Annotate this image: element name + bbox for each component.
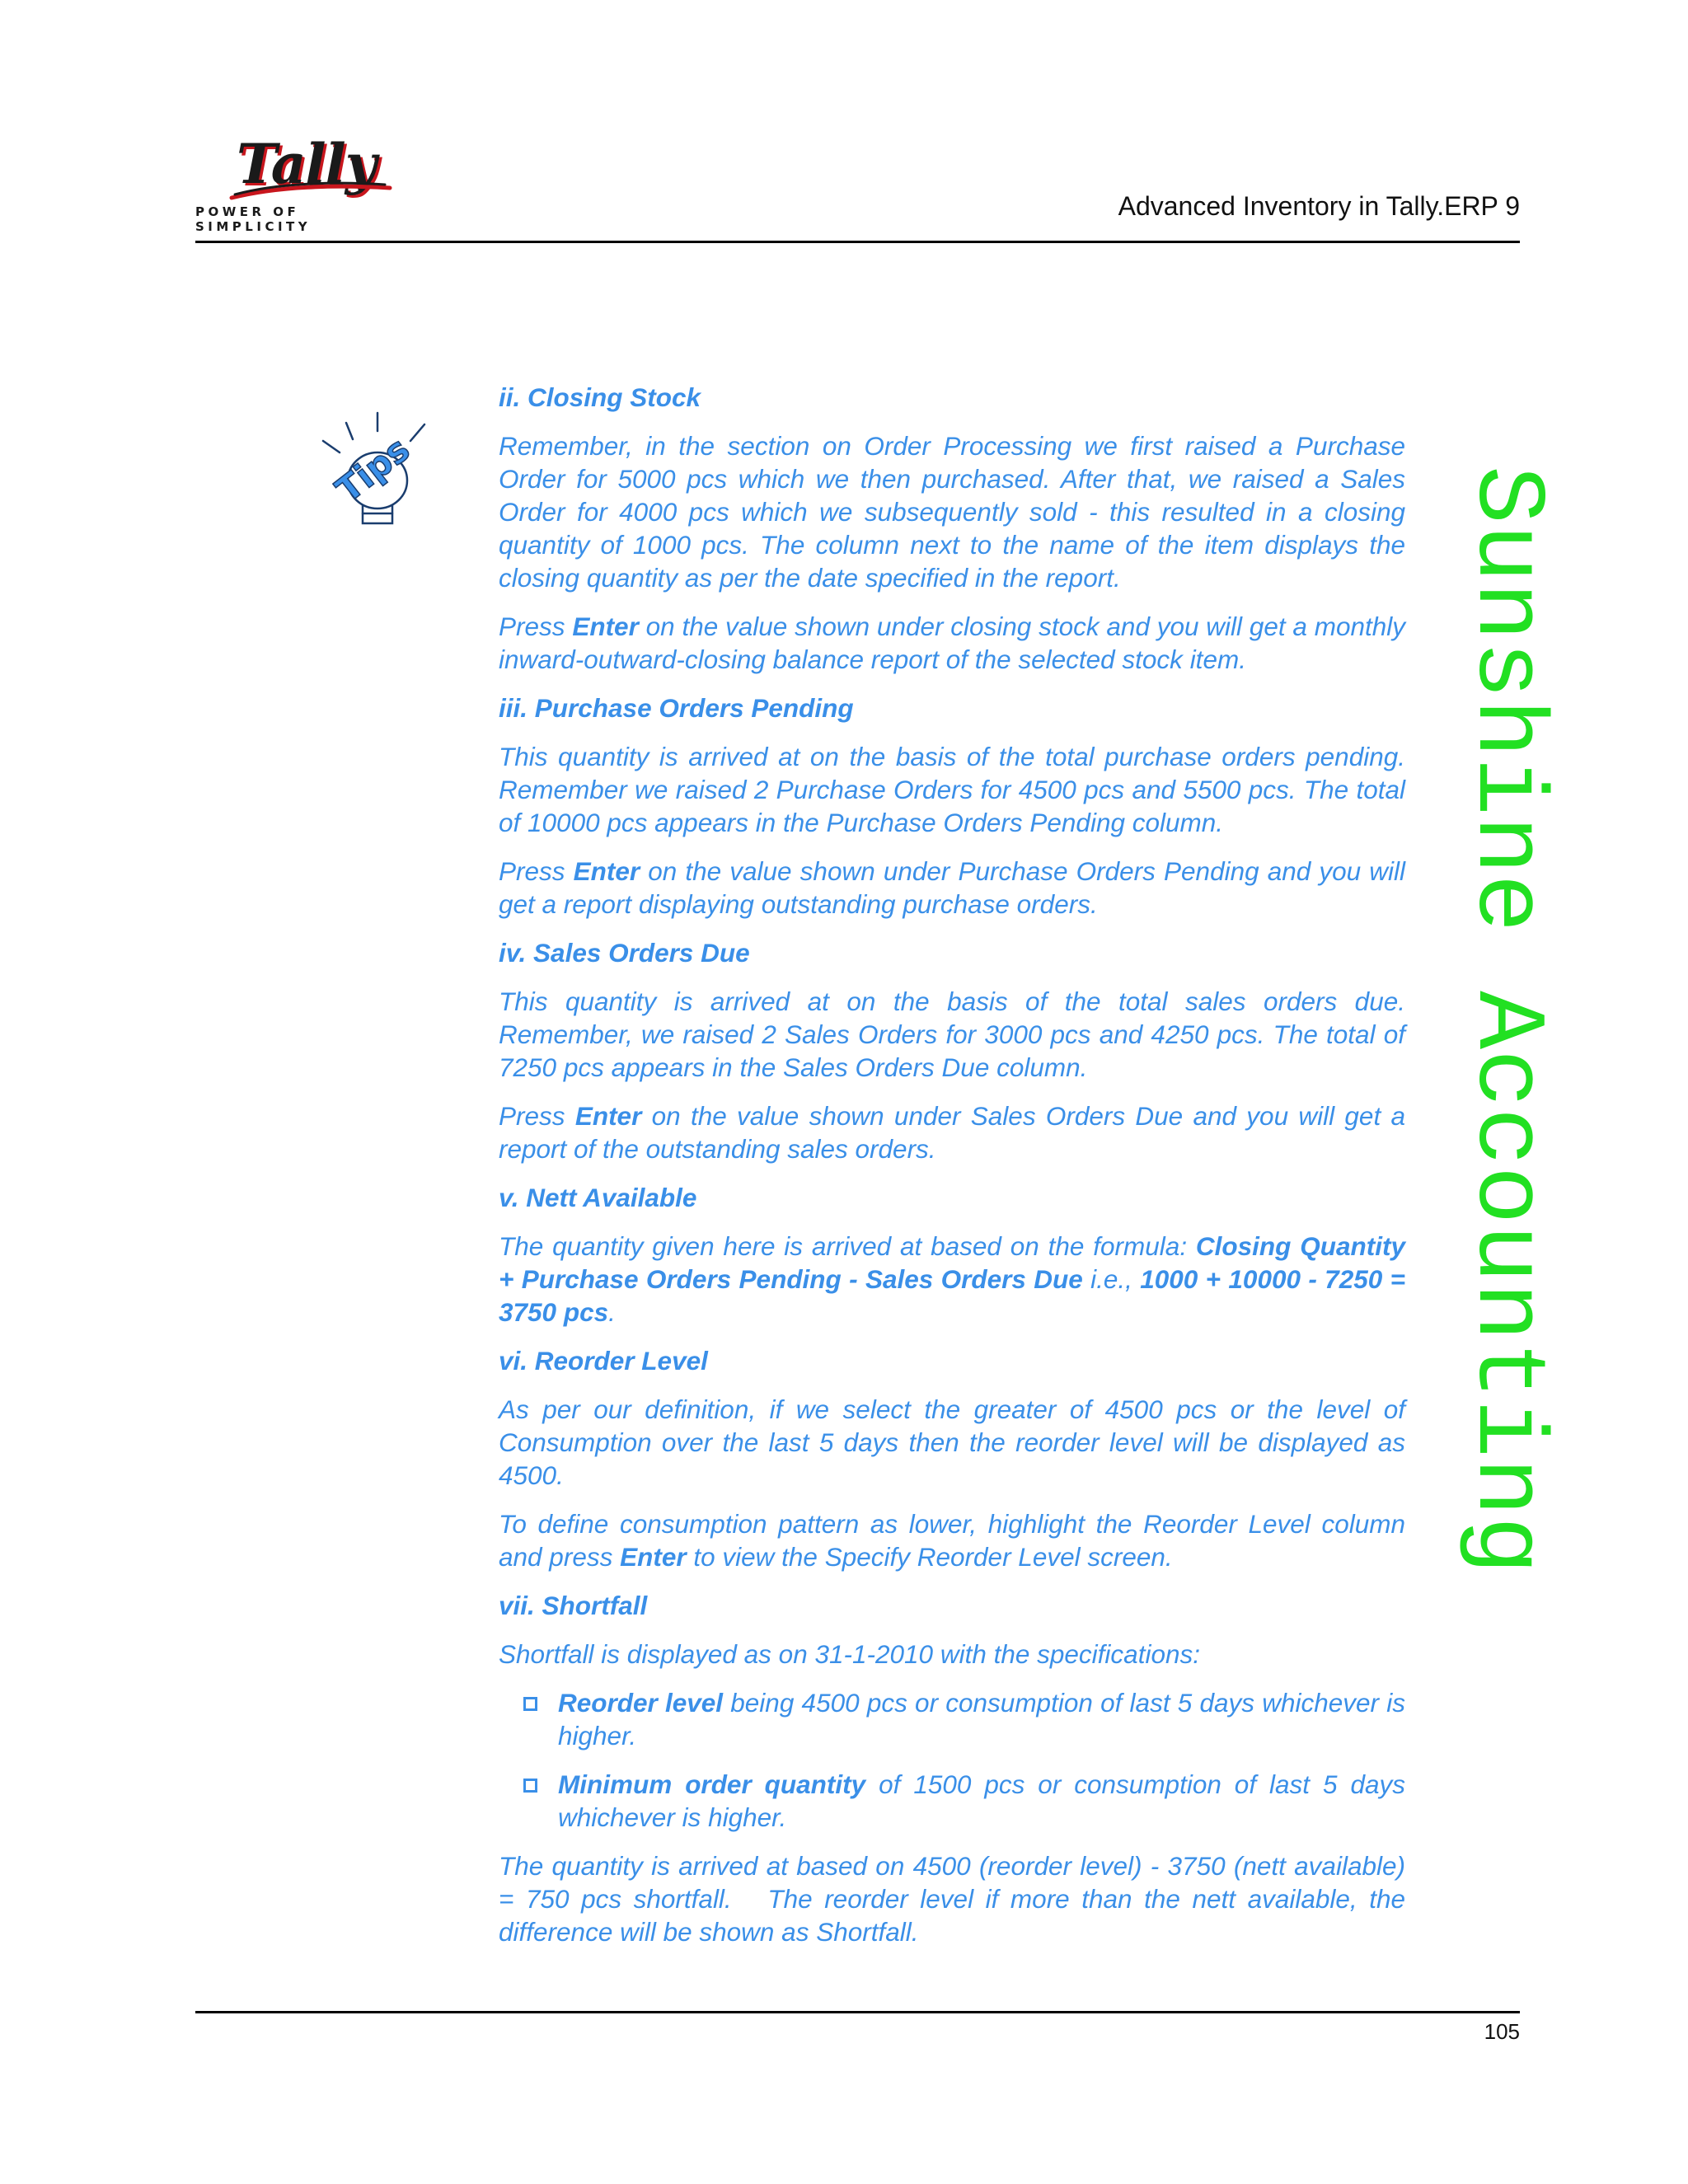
section-heading-sales-orders: iv. Sales Orders Due: [499, 938, 750, 968]
sales-orders-press-enter: [499, 1099, 1405, 1165]
shortfall-intro: Shortfall is displayed as on 31-1-2010 with the specifications:: [499, 1639, 1200, 1669]
page-number: 105: [1484, 2019, 1520, 2044]
key-enter: Enter: [572, 612, 639, 641]
closing-stock-paragraph: Remember, in the section on Order Processing we first raised a Purchase Order for 5000 pcs which we then purchased. After that, we raised a Sales Order for 4000 pcs which we subsequently sold - this resulted in a closing quantity of 1000 pcs. The column next to the name of the item displays the closing quantity as per the date specified in the report.: [499, 431, 1405, 593]
shortfall-bullet-list: [499, 1686, 1405, 1834]
purchase-orders-paragraph: This quantity is arrived at on the basis of the total purchase orders pending. Remember we raised 2 Purchase Orders for 4500 pcs and 5500 pcs. The total of 10000 pcs appears in the Purchase Orders Pending column.: [499, 742, 1405, 837]
text-run: The quantity given here is arrived at based on the formula:: [499, 1231, 1196, 1261]
purchase-orders-press-enter: [499, 855, 1405, 921]
text-run: to view the Specify Reorder Level screen.: [686, 1542, 1173, 1572]
text-run: on the value shown under Sales Orders Due and you will get a report of the outstanding sales orders.: [499, 1101, 1405, 1164]
bullet-text: being 4500 pcs or consumption of last 5 days whichever is higher.: [558, 1688, 1405, 1750]
main-content: [499, 381, 1413, 1964]
key-enter: Enter: [574, 1101, 642, 1131]
footer-divider: [195, 2011, 1520, 2013]
text-run: on the value shown under closing stock and you will get a monthly inward-outward-closing balance report of the selected stock item.: [499, 612, 1405, 674]
logo-wordmark: Tally: [237, 132, 377, 196]
section-heading-reorder-level: vi. Reorder Level: [499, 1346, 708, 1376]
tips-label: Tips: [328, 429, 417, 511]
section-heading-closing-stock: ii. Closing Stock: [499, 382, 701, 412]
shortfall-paragraph: The quantity is arrived at based on 4500 (reorder level) - 3750 (nett available) = 750 pcs shortfall. The reorder level if more than the nett available, the difference will be shown as Shortfall.: [499, 1851, 1413, 1947]
bullet-term: Minimum order quantity: [558, 1769, 866, 1799]
page-header: [195, 132, 1520, 243]
header-divider: [195, 241, 1520, 243]
header-title: Advanced Inventory in Tally.ERP 9: [1118, 191, 1520, 221]
text-run: i.e.,: [1082, 1264, 1141, 1294]
formula-result: 1000 + 10000 - 7250 = 3750 pcs: [499, 1264, 1405, 1327]
section-heading-purchase-orders: iii. Purchase Orders Pending: [499, 693, 854, 723]
text-run: on the value shown under Purchase Orders Pending and you will get a report displaying outstanding purchase orders.: [499, 856, 1405, 919]
text-run: .: [608, 1297, 616, 1327]
text-run: Press: [499, 612, 573, 641]
nett-available-paragraph: [499, 1230, 1405, 1329]
key-enter: Enter: [573, 856, 640, 886]
list-item: [558, 1768, 1405, 1834]
logo-swoosh-icon: [228, 180, 393, 203]
watermark-text: Sunshine Accounting: [1451, 466, 1560, 1575]
lightbulb-icon: [313, 408, 445, 540]
text-run: Press: [499, 856, 574, 886]
reorder-level-paragraph: As per our definition, if we select the greater of 4500 pcs or the level of Consumption over the last 5 days then the reorder level will be displayed as 4500.: [499, 1394, 1405, 1490]
formula: Closing Quantity + Purchase Orders Pending - Sales Orders Due: [499, 1231, 1406, 1294]
bullet-term: Reorder level: [558, 1688, 724, 1718]
text-run: To define consumption pattern as lower, highlight the Reorder Level column and press: [499, 1509, 1405, 1572]
section-heading-shortfall: vii. Shortfall: [499, 1591, 648, 1620]
reorder-level-press-enter: [499, 1507, 1405, 1573]
closing-stock-press-enter: [499, 610, 1405, 676]
list-item: [558, 1686, 1405, 1752]
tally-logo: [195, 132, 393, 234]
logo-tagline: POWER OF SIMPLICITY: [195, 204, 312, 234]
sales-orders-paragraph: This quantity is arrived at on the basis of the total sales orders due. Remember, we raised 2 Sales Orders for 3000 pcs and 4250 pcs. The total of 7250 pcs appears in the Sales Orders Due column.: [499, 987, 1405, 1082]
section-heading-nett-available: v. Nett Available: [499, 1183, 697, 1212]
text-run: Press: [499, 1101, 575, 1131]
bullet-text: of 1500 pcs or consumption of last 5 days whichever is higher.: [558, 1769, 1405, 1832]
key-enter: Enter: [620, 1542, 687, 1572]
